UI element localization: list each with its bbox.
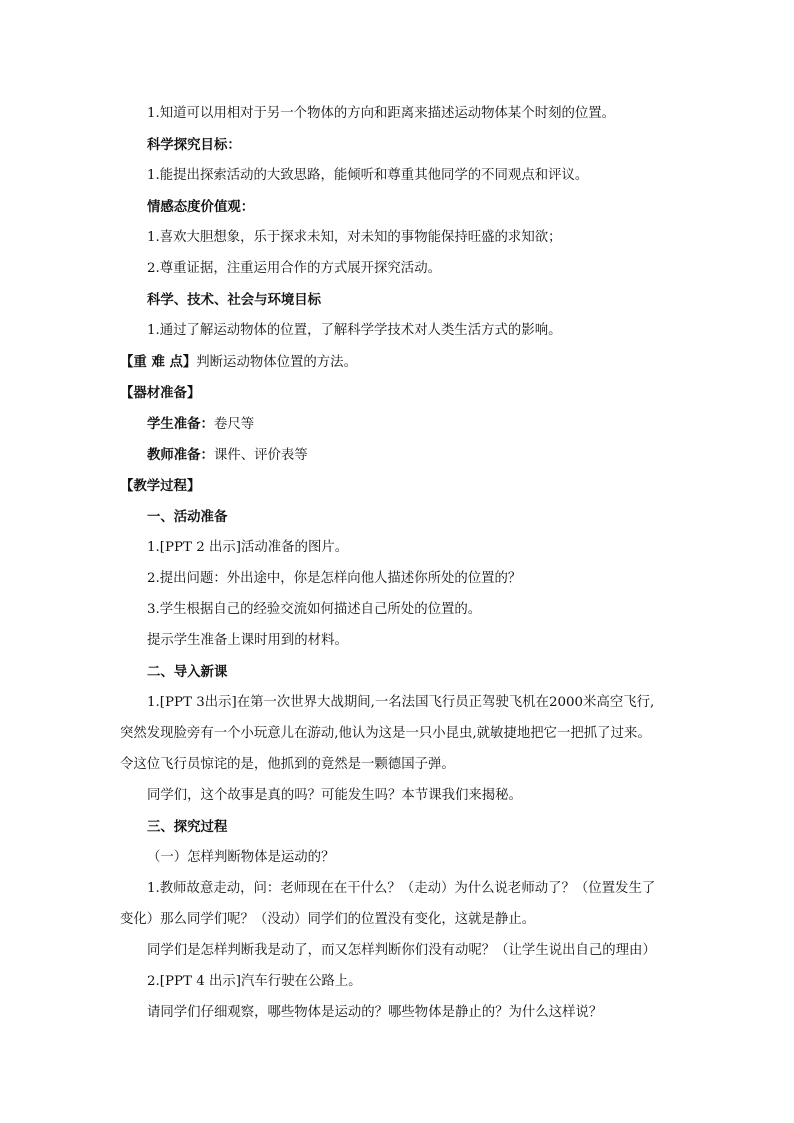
paragraph-emotion-1: 1.喜欢大胆想象，乐于探求未知，对未知的事物能保持旺盛的求知欲； [147,230,562,245]
heading-science-inquiry: 科学探究目标： [147,137,241,153]
key-difficulty-text: 判断运动物体位置的方法。 [196,355,357,370]
heading-equipment: 【器材准备】 [120,385,201,401]
paragraph-inquiry-observe: 请同学们仔细观察，哪些物体是运动的？哪些物体是静止的？为什么这样说？ [147,1005,603,1020]
teacher-prep-text: 课件、评价表等 [213,448,308,463]
teacher-prep-label: 教师准备： [147,447,214,463]
key-difficulty-label: 【重 难 点】 [120,354,197,370]
paragraph-story-3: 令这位飞行员惊诧的是，他抓到的竟然是一颗德国子弹。 [120,757,455,772]
paragraph-activity-hint: 提示学生准备上课时用到的材料。 [147,633,348,648]
paragraph-activity-1: 1.[PPT 2 出示]活动准备的图片。 [147,540,349,555]
key-difficulty-line [120,352,357,373]
heading-stse-goals: 科学、技术、社会与环境目标 [147,292,322,308]
paragraph-activity-3: 3.学生根据自己的经验交流如何描述自己所处的位置的。 [147,602,482,617]
teacher-prep-line [147,445,308,466]
heading-activity-prep: 一、活动准备 [147,509,228,525]
paragraph-activity-2: 2.提出问题：外出途中，你是怎样向他人描述你所处的位置的？ [147,571,522,586]
heading-teaching-process: 【教学过程】 [120,478,201,494]
paragraph-inquiry-1: 1.能提出探索活动的大致思路，能倾听和尊重其他同学的不同观点和评议。 [147,168,589,183]
paragraph-stse-1: 1.通过了解运动物体的位置，了解科学学技术对人类生活方式的影响。 [147,323,562,338]
student-prep-line [147,414,254,435]
paragraph-objective-1: 1.知道可以用相对于另一个物体的方向和距离来描述运动物体某个时刻的位置。 [147,106,616,121]
heading-emotion-values: 情感态度价值观： [147,199,255,215]
heading-inquiry-process: 三、探究过程 [147,819,228,835]
paragraph-story-question: 同学们，这个故事是真的吗？可能发生吗？本节课我们来揭秘。 [147,788,522,803]
paragraph-inquiry-question: 同学们是怎样判断我是动了，而又怎样判断你们没有动呢？（让学生说出自己的理由） [147,943,656,958]
paragraph-emotion-2: 2.尊重证据，注重运用合作的方式展开探究活动。 [147,261,441,276]
student-prep-text: 卷尺等 [213,417,255,432]
paragraph-story-2: 突然发现脸旁有一个小玩意儿在游动,他认为这是一只小昆虫,就敏捷地把它一把抓了过来。 [120,726,651,741]
paragraph-inquiry-step-2: 2.[PPT 4 出示]汽车行驶在公路上。 [147,974,362,989]
heading-new-lesson: 二、导入新课 [147,664,228,680]
paragraph-story-1: 1.[PPT 3出示]在第一次世界大战期间,一名法国飞行员正驾驶飞机在2000米高空飞行, [147,695,655,710]
subheading-judge-motion: （一）怎样判断物体是运动的？ [147,850,335,865]
paragraph-inquiry-step-1b: 变化）那么同学们呢？（没动）同学们的位置没有变化，这就是静止。 [120,912,536,927]
paragraph-inquiry-step-1a: 1.教师故意走动，问：老师现在在干什么？（走动）为什么说老师动了？（位置发生了 [147,881,656,896]
student-prep-label: 学生准备： [147,416,214,432]
